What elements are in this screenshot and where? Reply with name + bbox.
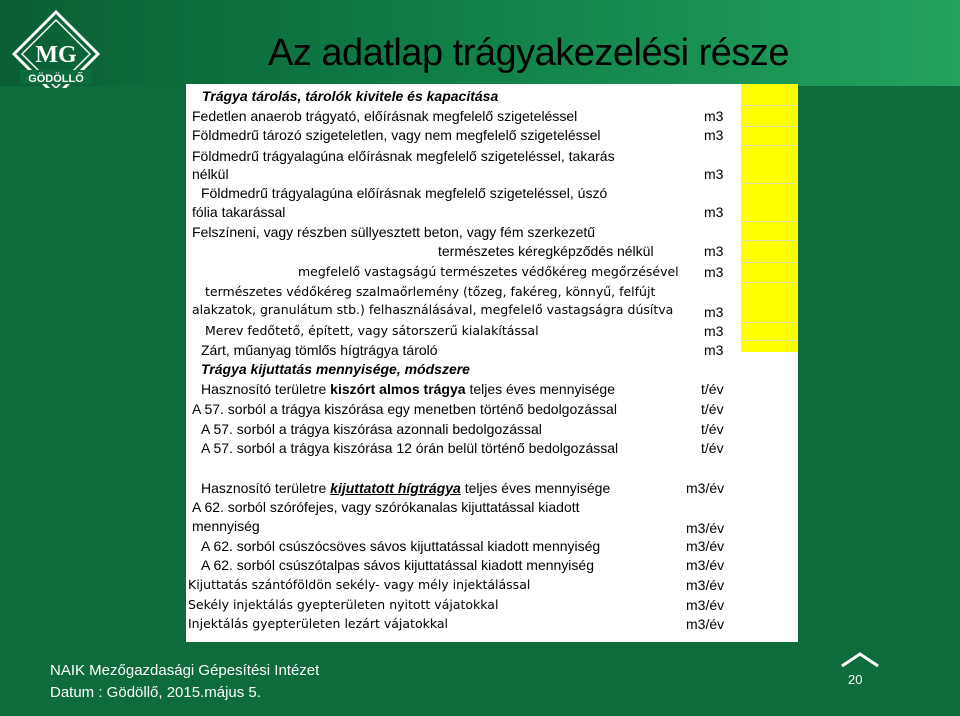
svg-text:MG: MG [35,42,77,68]
table-row: A 57. sorból a trágya kiszórása azonnali bedolgozással [201,421,542,437]
table-row-cont: nélkül [192,166,229,182]
table-row: A 62. sorból szórófejes, vagy szórókanalas kijuttatással kiadott [192,499,580,515]
grid-line [741,221,795,222]
page-title: Az adatlap trágyakezelési része [268,32,790,74]
row-text-bold: kijuttatott hígtrágya [330,480,461,496]
table-row [201,381,615,397]
table-row: A 62. sorból csúszótalpas sávos kijuttatással kiadott mennyiség [201,557,594,573]
row-text: teljes éves mennyisége [465,381,615,397]
unit-label: t/év [701,421,724,437]
unit-label: m3/év [686,577,725,593]
grid-line [741,262,795,263]
unit-label: t/év [701,440,724,456]
unit-label: m3/év [686,557,725,573]
table-row-cont: alakzatok, granulátum stb.) felhasználásával, megfelelő vastagságra dúsítva [192,302,674,317]
unit-label: m3 [704,166,724,182]
table-row: Földmedrű trágyalagúna előírásnak megfelelő szigeteléssel, takarás [192,148,615,164]
unit-label: m3 [704,342,724,358]
grid-line [741,145,795,146]
unit-label: m3 [704,323,724,339]
institute-logo [10,8,102,88]
unit-label: m3 [704,264,724,280]
unit-label: m3/év [686,480,725,496]
row-text-bold: kiszórt almos trágya [330,381,466,397]
unit-label: t/év [701,401,724,417]
row-text: teljes éves mennyisége [460,480,611,496]
grid-line [741,105,795,106]
table-row-cont: mennyiség [192,518,260,534]
unit-label: m3/év [686,538,725,554]
unit-label: m3/év [686,520,725,536]
unit-label: t/év [701,381,724,397]
table-row-cont: természetes kéregképződés nélkül [438,243,654,259]
section-title-application: Trágya kijuttatás mennyisége, módszere [201,361,470,377]
row-text: Hasznosító területre [201,480,331,496]
row-text: Hasznosító területre [201,381,331,397]
table-row: Felszíneni, vagy részben süllyesztett beton, vagy fém szerkezetű [192,224,596,240]
table-row: Földmedrű tározó szigeteletlen, vagy nem megfelelő szigeteléssel [192,127,601,143]
table-row: Kijuttatás szántóföldön sekély- vagy mély injektálással [188,577,531,592]
table-row: Sekély injektálás gyepterületen nyitott vájatokkal [188,597,499,612]
table-row: természetes védőkéreg szalmaőrlemény (tőzeg, fakéreg, könnyű, felfújt [205,284,656,299]
table-row [201,480,610,496]
svg-text:GÖDÖLLŐ: GÖDÖLLŐ [28,73,84,85]
table-row-cont: fólia takarással [192,204,286,220]
grid-line [741,322,795,323]
unit-label: m3 [704,304,724,320]
unit-label: m3 [704,127,724,143]
grid-line [741,282,795,283]
grid-line [741,183,795,184]
grid-line [741,240,795,241]
table-row: megfelelő vastagságú természetes védőkéreg megőrzésével [298,264,679,279]
unit-label: m3/év [686,597,725,613]
footer-institute: NAIK Mezőgazdasági Gépesítési Intézet [50,662,320,679]
grid-line [741,340,795,341]
section-title-storage: Trágya tárolás, tárolók kivitele és kapacitása [202,88,499,104]
unit-label: m3 [704,204,724,220]
unit-label: m3/év [686,616,725,632]
footer-date: Datum : Gödöllő, 2015.május 5. [50,684,261,701]
unit-label: m3 [704,108,724,124]
table-row: A 57. sorból a trágya kiszórása egy menetben történő bedolgozással [192,401,617,417]
table-row: Merev fedőtető, épített, vagy sátorszerű kialakítással [205,323,539,338]
table-row: Zárt, műanyag tömlős hígtrágya tároló [201,342,438,358]
yellow-input-column [741,84,795,352]
table-row: Földmedrű trágyalagúna előírásnak megfelelő szigeteléssel, úszó [201,185,608,201]
table-row: A 62. sorból csúszócsöves sávos kijuttatással kiadott mennyiség [201,538,601,554]
page-number: 20 [848,672,863,687]
grid-line [741,126,795,127]
yellow-input-column-edge [795,84,798,352]
table-row: Injektálás gyepterületen lezárt vájatokkal [188,616,448,631]
table-row: A 57. sorból a trágya kiszórása 12 órán belül történő bedolgozással [201,440,619,456]
unit-label: m3 [704,243,724,259]
table-row: Fedetlen anaerob trágyató, előírásnak megfelelő szigeteléssel [192,108,578,124]
